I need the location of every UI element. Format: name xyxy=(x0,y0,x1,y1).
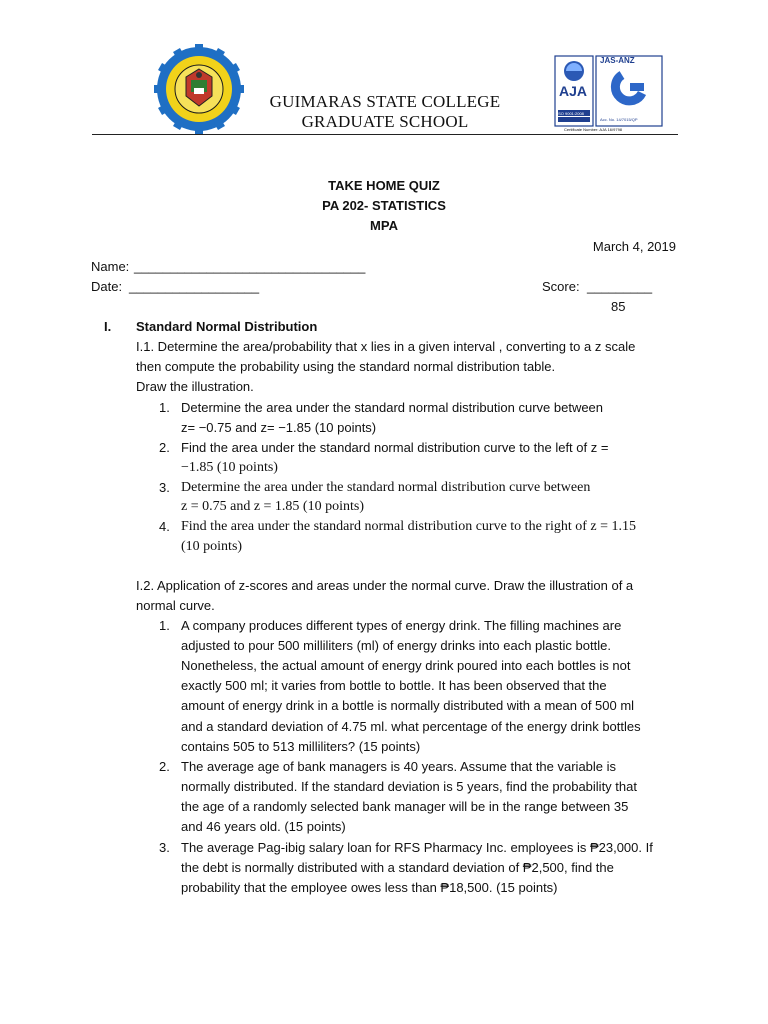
part1-item-number: 2. xyxy=(159,440,170,455)
name-label: Name: xyxy=(91,259,130,274)
part1-item-text: Find the area under the standard normal distribution curve to the left of z = xyxy=(181,440,609,455)
part1-item-text: (10 points) xyxy=(181,539,243,554)
part2-item-text: The average Pag-ibig salary loan for RFS Pharmacy Inc. employees is ₱23,000. If xyxy=(181,840,653,855)
part2-item-text: exactly 500 ml; it varies from bottle to bottle. It has been observed that the xyxy=(181,678,607,693)
certification-logo xyxy=(554,55,664,135)
score-total: 85 xyxy=(611,299,626,314)
part1-line: Draw the illustration. xyxy=(136,379,254,394)
part1-item-number: 3. xyxy=(159,480,170,495)
part2-item-text: Nonetheless, the actual amount of energy drink poured into each bottles is not xyxy=(181,658,631,673)
part1-line: I.1. Determine the area/probability that x lies in a given interval , converting to a z scale xyxy=(136,339,636,354)
college-name: GUIMARAS STATE COLLEGE xyxy=(269,92,501,111)
cert-number: Certificate Number: AJA 16/9798 xyxy=(564,127,623,132)
part1-item-text: z= −0.75 and z= −1.85 (10 points) xyxy=(181,420,377,435)
part1-item-text: Determine the area under the standard normal distribution curve between xyxy=(181,480,591,495)
part2-item-text: and a standard deviation of 4.75 ml. what percentage of the energy drink bottles xyxy=(181,719,641,734)
header-rule xyxy=(92,134,678,135)
part2-item-text: A company produces different types of energy drink. The filling machines are xyxy=(181,618,622,633)
part1-item-number: 4. xyxy=(159,519,170,534)
course-code: PA 202- STATISTICS xyxy=(322,198,446,213)
graduate-school: GRADUATE SCHOOL xyxy=(301,112,469,131)
part1-item-text: Find the area under the standard normal distribution curve to the right of z = 1.15 xyxy=(181,519,636,534)
part1-item-number: 1. xyxy=(159,400,170,415)
cert-iso: ISO 9001:2008 xyxy=(557,111,584,116)
section-numeral: I. xyxy=(104,319,112,334)
part1-line: then compute the probability using the standard normal distribution table. xyxy=(136,359,556,374)
quiz-title: TAKE HOME QUIZ xyxy=(328,178,440,193)
cert-jas-anz: JAS-ANZ xyxy=(600,56,635,65)
cert-aja-mark: AJA xyxy=(559,83,588,99)
part1-item-text: z = 0.75 and z = 1.85 (10 points) xyxy=(181,499,364,514)
part1-item-text: Determine the area under the standard normal distribution curve between xyxy=(181,400,604,415)
part1-item-text: −1.85 (10 points) xyxy=(181,460,278,475)
part2-item-text: amount of energy drink in a bottle is normally distributed with a mean of 500 ml xyxy=(181,698,635,713)
part2-item-text: probability that the employee owes less than ₱18,500. (15 points) xyxy=(181,880,558,895)
score-blank: _________ xyxy=(587,279,653,294)
part2-item-text: contains 505 to 513 milliliters? (15 points) xyxy=(181,739,421,754)
part2-item-text: the age of a randomly selected bank manager will be in the range between 35 xyxy=(181,799,629,814)
date-label: Date: xyxy=(91,279,123,294)
part2-line: I.2. Application of z-scores and areas under the normal curve. Draw the illustration of a xyxy=(136,578,634,593)
cert-acc-no: Acc. No. 14/7015/QP xyxy=(600,117,638,122)
name-blank: ________________________________ xyxy=(134,259,366,274)
date-blank: __________________ xyxy=(129,279,260,294)
score-label: Score: xyxy=(542,279,580,294)
part2-item-text: the debt is normally distributed with a standard deviation of ₱2,500, find the xyxy=(181,860,614,875)
program: MPA xyxy=(370,218,398,233)
section-title: Standard Normal Distribution xyxy=(136,319,318,334)
part2-item-text: and 46 years old. (15 points) xyxy=(181,819,346,834)
part2-item-number: 1. xyxy=(159,618,170,633)
part2-item-number: 2. xyxy=(159,759,170,774)
part2-item-text: adjusted to pour 500 milliliters (ml) of energy drinks into each plastic bottle. xyxy=(181,638,611,653)
part2-line: normal curve. xyxy=(136,598,215,613)
part2-item-text: normally distributed. If the standard deviation is 5 years, find the probability that xyxy=(181,779,637,794)
part2-item-number: 3. xyxy=(159,840,170,855)
part2-item-text: The average age of bank managers is 40 years. Assume that the variable is xyxy=(181,759,617,774)
quiz-date: March 4, 2019 xyxy=(592,239,676,254)
